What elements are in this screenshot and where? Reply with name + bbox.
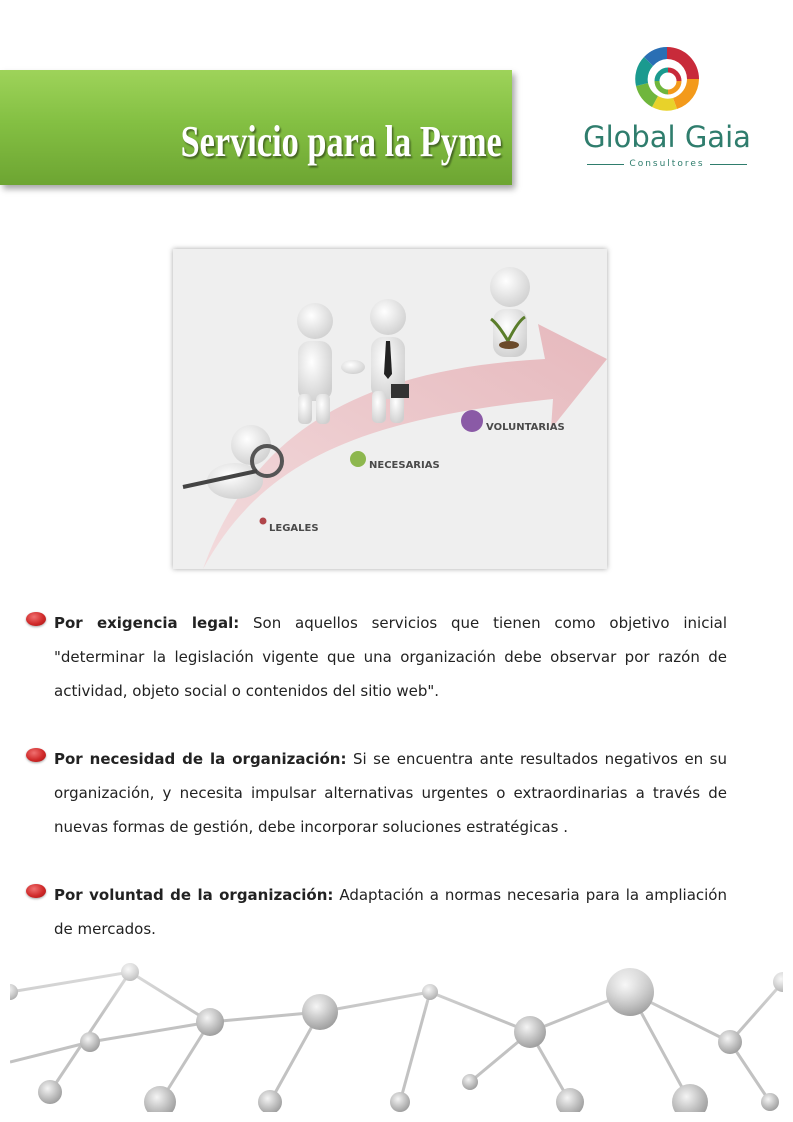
growth-illustration [173,249,607,569]
list-item [30,742,727,844]
stage-dot-voluntarias [461,410,483,432]
stage-label-legales: LEGALES [269,523,319,534]
stage-label-necesarias: NECESARIAS [369,460,440,471]
stage-label-voluntarias: VOLUNTARIAS [486,422,565,433]
list-item-body: Si se encuentra ante resultados negativos en su organización, y necesita impulsar alternativas urgentes o extraordinarias a través de nuevas formas de gestión, debe incorporar soluciones estratégicas . [54,750,728,836]
list-item-text [54,878,727,946]
stage-dot-legales [260,518,267,525]
list-item [30,878,727,946]
network-decoration [10,952,783,1112]
logo-divider-left [587,164,624,165]
list-item-body: Adaptación a normas necesaria para la ampliación de mercados. [54,886,727,938]
list-item-body: Son aquellos servicios que tienen como objetivo inicial "determinar la legislación vigente que una organización debe observar por razón de actividad, objeto social o contenidos del sitio web". [54,614,727,700]
bullet-icon [26,884,46,898]
list-item [30,606,727,708]
logo-name: Global Gaia [583,120,751,154]
logo-subtitle: Consultores [629,159,705,169]
page-title: Servicio para la Pyme [180,117,502,166]
list-item-heading: Por necesidad de la organización: [54,750,347,768]
logo-divider-right [710,164,747,165]
growth-arrow-graphic [173,249,607,569]
list-item-text [54,606,727,708]
list-item-text [54,742,727,844]
list-item-heading: Por exigencia legal: [54,614,240,632]
logo-mark-icon [632,44,702,114]
title-banner [0,70,512,185]
plant-figure-icon [490,267,530,357]
network-graphic-icon [10,952,783,1112]
stage-dot-necesarias [350,451,366,467]
logo-subtitle-row [587,158,747,170]
list-item-heading: Por voluntad de la organización: [54,886,334,904]
company-logo [582,44,752,174]
bullet-icon [26,612,46,626]
service-types-list [30,606,727,980]
bullet-icon [26,748,46,762]
